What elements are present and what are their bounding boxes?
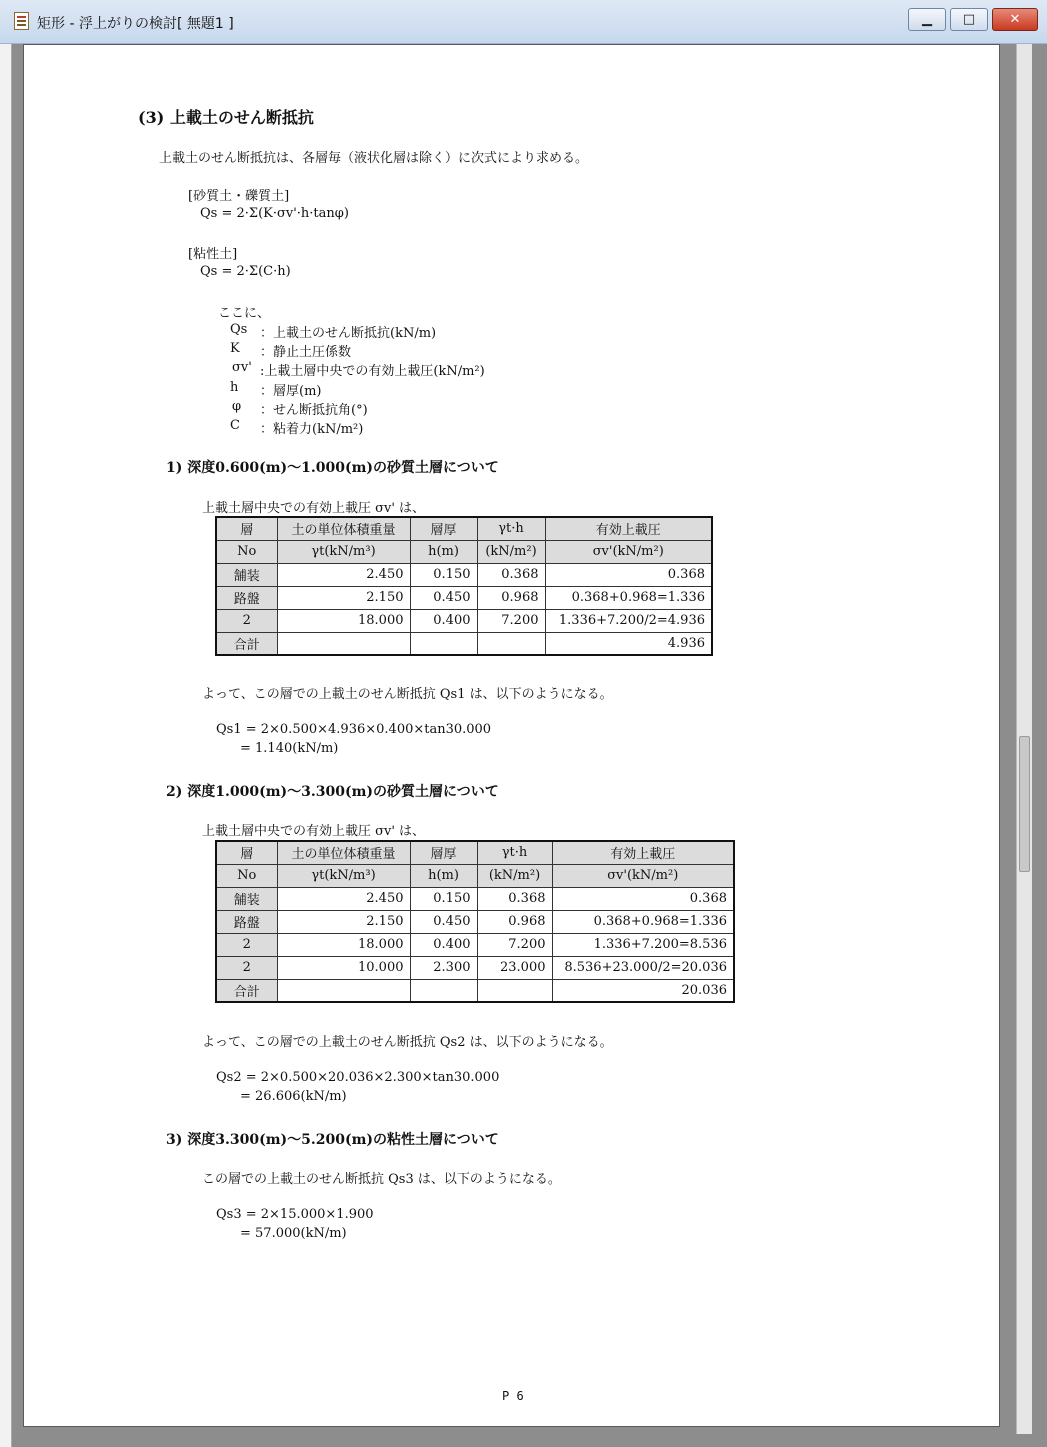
sand-label: [砂質土・礫質土] [188, 189, 290, 204]
table-row [216, 563, 712, 586]
def-symbol: σv' [232, 360, 252, 375]
close-button[interactable]: ✕ [992, 8, 1038, 31]
cell-gamma-h: 0.968 [477, 910, 552, 933]
left-frame-edge [0, 44, 12, 1447]
header-unit-weight: 土の単位体積重量 [277, 841, 410, 864]
header-effective-pressure: 有効上載圧 [552, 841, 734, 864]
cell-empty [410, 979, 477, 1002]
cell-gamma-h: 0.368 [477, 563, 545, 586]
cell-effective-pressure: 8.536+23.000/2=20.036 [552, 956, 734, 979]
def-symbol: Qs [230, 322, 248, 337]
page-number: P 6 [502, 1389, 524, 1403]
clay-formula: Qs = 2·Σ(C·h) [200, 264, 291, 279]
header-unit-weight-unit: γt(kN/m³) [277, 864, 410, 887]
intro-text: 上載土のせん断抵抗は、各層毎（液状化層は除く）に次式により求める。 [159, 151, 589, 166]
cell-empty [277, 979, 410, 1002]
document-app-icon[interactable] [14, 12, 29, 30]
cell-layer: 2 [216, 933, 277, 956]
cell-empty [277, 632, 410, 655]
subsection-3-calc: Qs3 = 2×15.000×1.900 [216, 1207, 374, 1222]
cell-layer: 2 [216, 956, 277, 979]
document-page [23, 44, 1000, 1427]
header-layer: 層 [216, 517, 277, 540]
cell-unit-weight: 2.150 [277, 910, 410, 933]
header-unit-weight: 土の単位体積重量 [277, 517, 410, 540]
table-row [216, 586, 712, 609]
subsection-1-result: = 1.140(kN/m) [240, 741, 339, 756]
cell-layer: 路盤 [216, 586, 277, 609]
subsection-3-result-text: この層での上載土のせん断抵抗 Qs3 は、以下のようになる。 [202, 1172, 561, 1187]
header-gamma-h-unit: (kN/m²) [477, 864, 552, 887]
def-description: ：粘着力(kN/m²) [260, 422, 364, 437]
subsection-2-title: 2) 深度1.000(m)～3.300(m)の砂質土層について [166, 784, 499, 800]
header-gamma-h-unit: (kN/m²) [477, 540, 545, 563]
def-symbol: h [230, 380, 239, 395]
def-symbol: K [230, 341, 240, 356]
header-gamma-h: γt·h [477, 517, 545, 540]
cell-total-value: 20.036 [552, 979, 734, 1002]
cell-gamma-h: 23.000 [477, 956, 552, 979]
title-bar [0, 0, 1047, 44]
def-description: ：せん断抵抗角(°) [260, 403, 368, 418]
cell-empty [477, 979, 552, 1002]
header-layer-no: No [216, 540, 277, 563]
cell-gamma-h: 7.200 [477, 609, 545, 632]
cell-empty [477, 632, 545, 655]
cell-thickness: 0.400 [410, 609, 477, 632]
cell-effective-pressure: 0.368 [545, 563, 712, 586]
table-row [216, 887, 734, 910]
subsection-2-lead: 上載土層中央での有効上載圧 σv' は、 [202, 824, 426, 839]
section-heading: (3) 上載土のせん断抵抗 [138, 108, 314, 127]
pressure-table-2 [215, 840, 735, 1003]
cell-effective-pressure: 0.368+0.968=1.336 [545, 586, 712, 609]
header-unit-weight-unit: γt(kN/m³) [277, 540, 410, 563]
sand-formula: Qs = 2·Σ(K·σv'·h·tanφ) [200, 206, 349, 221]
def-description: ：静止土圧係数 [260, 345, 352, 360]
subsection-3-title: 3) 深度3.300(m)～5.200(m)の粘性土層について [166, 1132, 499, 1148]
subsection-1-result-text: よって、この層での上載土のせん断抵抗 Qs1 は、以下のようになる。 [202, 687, 613, 702]
cell-effective-pressure: 0.368 [552, 887, 734, 910]
cell-effective-pressure: 0.368+0.968=1.336 [552, 910, 734, 933]
cell-effective-pressure: 1.336+7.200/2=4.936 [545, 609, 712, 632]
header-thickness: 層厚 [410, 841, 477, 864]
def-description: ：層厚(m) [260, 384, 322, 399]
cell-thickness: 0.400 [410, 933, 477, 956]
def-symbol: φ [232, 399, 242, 414]
cell-unit-weight: 2.450 [277, 887, 410, 910]
cell-thickness: 0.450 [410, 910, 477, 933]
subsection-2-result: = 26.606(kN/m) [240, 1089, 347, 1104]
cell-layer: 舗装 [216, 563, 277, 586]
cell-layer: 路盤 [216, 910, 277, 933]
header-thickness: 層厚 [410, 517, 477, 540]
cell-thickness: 0.450 [410, 586, 477, 609]
cell-unit-weight: 2.150 [277, 586, 410, 609]
header-layer: 層 [216, 841, 277, 864]
table-row [216, 933, 734, 956]
def-description: ：上載土のせん断抵抗(kN/m) [260, 326, 437, 341]
subsection-2-result-text: よって、この層での上載土のせん断抵抗 Qs2 は、以下のようになる。 [202, 1035, 613, 1050]
subsection-1-title: 1) 深度0.600(m)～1.000(m)の砂質土層について [166, 460, 499, 476]
cell-unit-weight: 2.450 [277, 563, 410, 586]
cell-empty [410, 632, 477, 655]
vertical-scrollbar[interactable] [1016, 44, 1032, 1434]
table-row [216, 956, 734, 979]
cell-unit-weight: 18.000 [277, 609, 410, 632]
subsection-1-calc: Qs1 = 2×0.500×4.936×0.400×tan30.000 [216, 722, 492, 737]
minimize-button[interactable]: ▁ [908, 8, 946, 31]
def-description: :上載土層中央での有効上載圧(kN/m²) [260, 364, 485, 379]
cell-thickness: 0.150 [410, 563, 477, 586]
table-total-row [216, 632, 712, 655]
cell-layer: 2 [216, 609, 277, 632]
cell-gamma-h: 0.368 [477, 887, 552, 910]
clay-label: [粘性土] [188, 247, 238, 262]
table-total-row [216, 979, 734, 1002]
header-gamma-h: γt·h [477, 841, 552, 864]
cell-unit-weight: 18.000 [277, 933, 410, 956]
cell-gamma-h: 0.968 [477, 586, 545, 609]
subsection-3-result: = 57.000(kN/m) [240, 1226, 347, 1241]
cell-gamma-h: 7.200 [477, 933, 552, 956]
cell-total-label: 合計 [216, 979, 277, 1002]
cell-unit-weight: 10.000 [277, 956, 410, 979]
cell-total-label: 合計 [216, 632, 277, 655]
table-row [216, 910, 734, 933]
header-effective-pressure: 有効上載圧 [545, 517, 712, 540]
window-title: 矩形 - 浮上がりの検討[ 無題1 ] [37, 16, 234, 32]
cell-layer: 舗装 [216, 887, 277, 910]
header-thickness-unit: h(m) [410, 864, 477, 887]
cell-thickness: 2.300 [410, 956, 477, 979]
subsection-1-lead: 上載土層中央での有効上載圧 σv' は、 [202, 501, 426, 516]
header-effective-pressure-unit: σv'(kN/m²) [545, 540, 712, 563]
scrollbar-thumb[interactable] [1019, 736, 1030, 872]
pressure-table-1 [215, 516, 713, 656]
subsection-2-calc: Qs2 = 2×0.500×20.036×2.300×tan30.000 [216, 1070, 500, 1085]
header-effective-pressure-unit: σv'(kN/m²) [552, 864, 734, 887]
maximize-button[interactable]: □ [950, 8, 988, 31]
cell-effective-pressure: 1.336+7.200=8.536 [552, 933, 734, 956]
header-thickness-unit: h(m) [410, 540, 477, 563]
where-text: ここに、 [218, 306, 271, 321]
def-symbol: C [230, 418, 240, 433]
table-row [216, 609, 712, 632]
cell-total-value: 4.936 [545, 632, 712, 655]
header-layer-no: No [216, 864, 277, 887]
cell-thickness: 0.150 [410, 887, 477, 910]
